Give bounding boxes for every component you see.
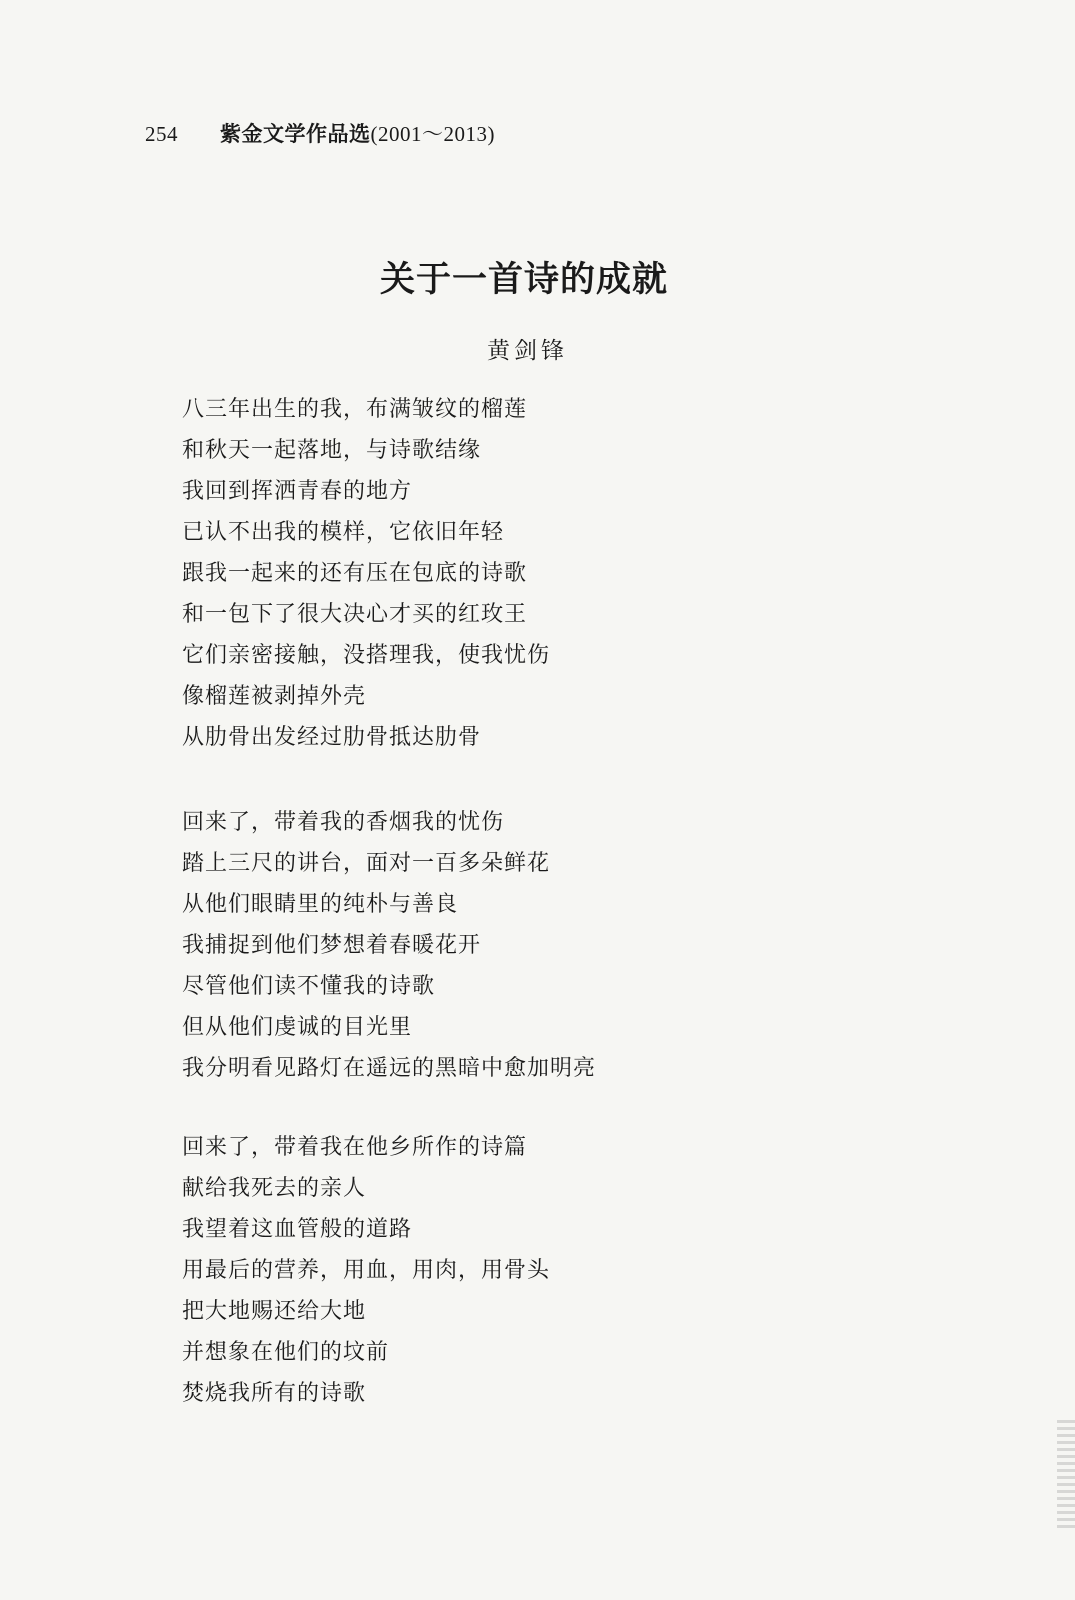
poem-line: 和一包下了很大决心才买的红玫王 — [182, 602, 528, 627]
poem-line: 回来了，带着我在他乡所作的诗篇 — [182, 1135, 528, 1160]
poem-line: 献给我死去的亲人 — [182, 1176, 367, 1201]
poem-line: 我捕捉到他们梦想着春暖花开 — [182, 933, 482, 958]
poem-line: 从他们眼睛里的纯朴与善良 — [182, 892, 459, 917]
poem-line: 和秋天一起落地，与诗歌结缘 — [182, 438, 482, 463]
poem-line: 但从他们虔诚的目光里 — [182, 1015, 413, 1040]
poem-line: 我望着这血管般的道路 — [182, 1217, 413, 1242]
poem-line: 用最后的营养，用血，用肉，用骨头 — [182, 1258, 551, 1283]
poem-line: 它们亲密接触，没搭理我，使我忧伤 — [182, 643, 551, 668]
poem-author: 黄剑锋 — [487, 338, 568, 364]
poem-line: 像榴莲被剥掉外壳 — [182, 684, 367, 709]
poem-line: 已认不出我的模样，它依旧年轻 — [182, 520, 505, 545]
poem-line: 八三年出生的我，布满皱纹的榴莲 — [182, 397, 528, 422]
poem-line: 把大地赐还给大地 — [182, 1299, 367, 1324]
book-years: (2001～2013) — [370, 122, 495, 146]
poem-line: 踏上三尺的讲台，面对一百多朵鲜花 — [182, 851, 551, 876]
page-number: 254 — [145, 122, 178, 146]
scan-edge-artifact — [1057, 1420, 1075, 1530]
poem-line: 从肋骨出发经过肋骨抵达肋骨 — [182, 725, 482, 750]
poem-line: 回来了，带着我的香烟我的忧伤 — [182, 810, 505, 835]
book-title: 紫金文学作品选 — [220, 122, 371, 146]
poem-line: 并想象在他们的坟前 — [182, 1340, 390, 1365]
poem-line: 跟我一起来的还有压在包底的诗歌 — [182, 561, 528, 586]
poem-line: 尽管他们读不懂我的诗歌 — [182, 974, 436, 999]
poem-title: 关于一首诗的成就 — [380, 260, 669, 300]
poem-line: 焚烧我所有的诗歌 — [182, 1381, 367, 1406]
poem-line: 我分明看见路灯在遥远的黑暗中愈加明亮 — [182, 1056, 597, 1081]
poem-line: 我回到挥洒青春的地方 — [182, 479, 413, 504]
running-header — [145, 118, 495, 148]
stanza-1 — [182, 389, 550, 758]
stanza-3 — [182, 1127, 550, 1414]
stanza-2 — [182, 802, 596, 1089]
